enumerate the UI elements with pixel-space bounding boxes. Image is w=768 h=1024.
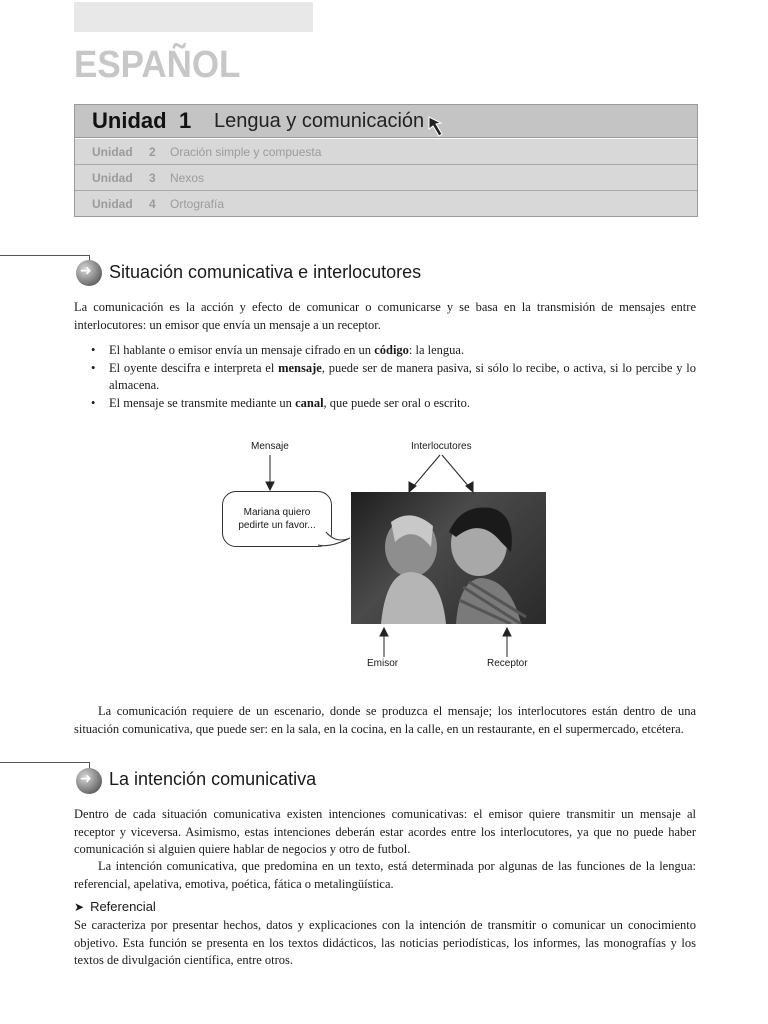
label-message: Mensaje xyxy=(251,441,289,452)
paragraph: Se caracteriza por presentar hechos, datos y explicaciones con la intención de transmitir o comunicar un conocimiento objetivo. Esta función se presenta en los textos didácticos, las noticias periodísticas, los informes, las monografías y los textos de divulgación científica, entre otros. xyxy=(74,918,696,968)
list-item: • El oyente descifra e interpreta el mensaje, puede ser de manera pasiva, si sólo lo recibe, o activa, si lo percibe y lo almacena. xyxy=(91,360,696,393)
section-title: La intención comunicativa xyxy=(109,769,317,789)
unit-number: 1 xyxy=(179,108,192,133)
paragraph: Dentro de cada situación comunicativa existen intenciones comunicativas: el emisor quiere transmitir un mensaje al receptor y viceversa. Asimismo, estas intenciones deberán estar acordes entre los interlocutores, ya que no puede haber comunicación si alguien quiere hablar de negocios y otro de futbol. xyxy=(74,807,696,857)
section-arrow-icon: ➜ xyxy=(76,260,102,286)
unit-item-2[interactable] xyxy=(75,138,697,164)
unit-item-3[interactable] xyxy=(75,164,697,190)
paragraph: La intención comunicativa, que predomina en un texto, está determinada por algunas de las funciones de la lengua: referencial, apelativa, emotiva, poética, fática o metalingüística. xyxy=(74,859,696,891)
chevron-right-icon: ➤ xyxy=(74,900,85,914)
list-item: • El hablante o emisor envía un mensaje cifrado en un código: la lengua. xyxy=(91,343,465,357)
subject-title: ESPAÑOL xyxy=(74,44,241,86)
unit-number: 4 xyxy=(149,196,156,211)
label-interlocutors: Interlocutores xyxy=(411,441,472,452)
section-rule xyxy=(0,255,90,256)
unit-word: Unidad xyxy=(92,170,133,185)
unit-item-4[interactable] xyxy=(75,190,697,216)
unit-word: Unidad xyxy=(92,196,133,211)
cursor-icon xyxy=(428,116,452,142)
unit-title: Ortografía xyxy=(170,196,225,211)
unit-title: Oración simple y compuesta xyxy=(170,144,322,159)
bullet-list xyxy=(74,342,696,412)
label-sender: Emisor xyxy=(367,658,399,669)
header-bar xyxy=(74,2,313,32)
section-title: Situación comunicativa e interlocutores xyxy=(109,262,422,282)
unit-list xyxy=(74,104,698,217)
subheading: ➤ Referencial xyxy=(74,899,156,914)
intro-paragraph: La comunicación es la acción y efecto de comunicar o comunicarse y se basa en la transmisión de mensajes entre interlocutores: un emisor que envía un mensaje a un receptor. xyxy=(74,300,696,332)
unit-number: 3 xyxy=(149,170,156,185)
closing-paragraph: La comunicación requiere de un escenario, donde se produzca el mensaje; los interlocutores están dentro de una situación comunicativa, que puede ser: en la sala, en la cocina, en la calle, en un restaurante, en el supermercado, etcétera. xyxy=(74,704,696,736)
section-arrow-icon: ➜ xyxy=(76,768,102,794)
label-receiver: Receptor xyxy=(487,658,528,669)
speech-bubble: Mariana quiero pedirte un favor... xyxy=(222,491,332,547)
unit-item-1[interactable] xyxy=(75,105,697,138)
unit-word: Unidad xyxy=(92,108,167,133)
unit-number: 2 xyxy=(149,144,156,159)
section-rule xyxy=(0,762,90,763)
unit-word: Unidad xyxy=(92,144,133,159)
photo-two-girls xyxy=(351,492,546,624)
unit-title: Nexos xyxy=(170,170,205,185)
list-item: • El mensaje se transmite mediante un canal, que puede ser oral o escrito. xyxy=(91,395,471,410)
unit-title: Lengua y comunicación xyxy=(214,109,425,132)
